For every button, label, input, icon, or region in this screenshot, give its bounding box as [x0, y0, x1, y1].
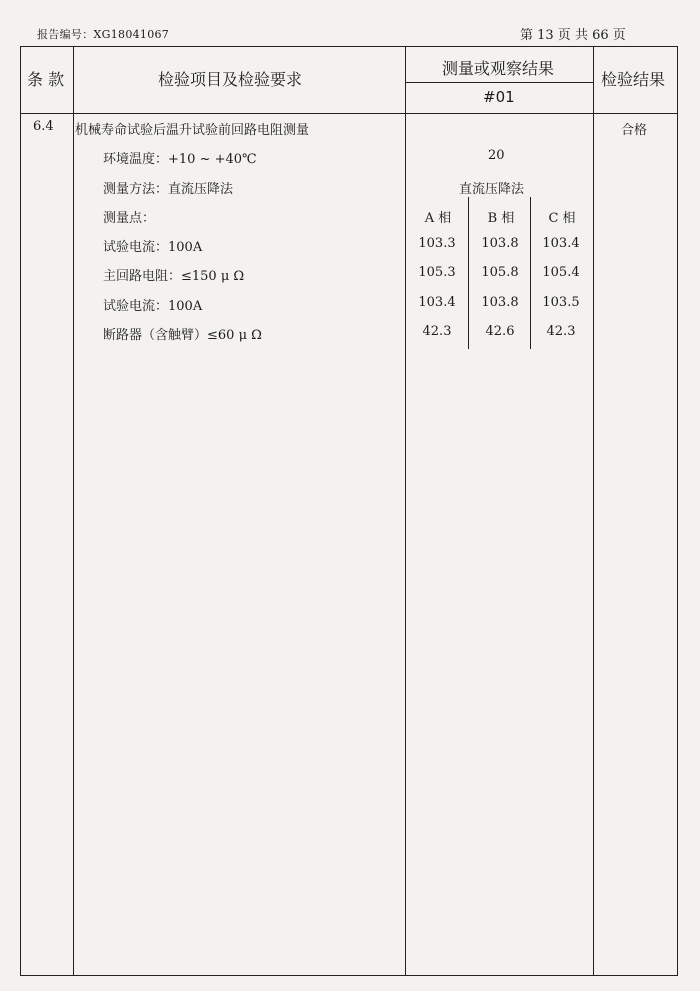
- inspection-table: [20, 46, 678, 976]
- value-c: 103.5: [542, 295, 580, 310]
- value-b: 42.6: [485, 324, 515, 339]
- phase-b-header: B 相: [487, 211, 515, 226]
- header-sample: #01: [483, 88, 515, 106]
- row-label: 试验电流：100A: [103, 240, 203, 255]
- method-value: 直流压降法: [459, 182, 525, 197]
- phase-a-header: A 相: [424, 211, 452, 226]
- ambient-value: 20: [488, 148, 505, 163]
- method-label: 测量方法：直流压降法: [103, 182, 234, 197]
- ambient-label: 环境温度：+10 ~ +40℃: [103, 152, 257, 167]
- value-c: 105.4: [542, 265, 580, 280]
- value-a: 103.4: [418, 295, 456, 310]
- header-result: 检验结果: [601, 70, 666, 89]
- col-divider: [73, 47, 74, 975]
- row-label: 主回路电阻：≤150 μ Ω: [103, 269, 245, 284]
- header-item: 检验项目及检验要求: [158, 70, 303, 89]
- header-clause: 条 款: [27, 70, 65, 89]
- clause-number: 6.4: [33, 119, 54, 134]
- report-number: 报告编号：XG18041067: [37, 28, 170, 41]
- header-measure: 测量或观察结果: [442, 59, 555, 78]
- page-indicator: 第 13 页 共 66 页: [520, 28, 626, 43]
- phase-separator: [468, 197, 469, 349]
- value-a: 103.3: [418, 236, 456, 251]
- col-divider: [405, 47, 406, 975]
- phase-c-header: C 相: [548, 211, 576, 226]
- value-b: 103.8: [481, 236, 519, 251]
- value-c: 42.3: [546, 324, 576, 339]
- points-label: 测量点：: [103, 211, 156, 226]
- value-a: 105.3: [418, 265, 456, 280]
- header-divider: [405, 82, 593, 83]
- value-a: 42.3: [422, 324, 452, 339]
- col-divider: [593, 47, 594, 975]
- row-label: 试验电流：100A: [103, 299, 203, 314]
- clause-result: 合格: [621, 123, 648, 138]
- header-bottom-line: [21, 113, 677, 114]
- value-b: 103.8: [481, 295, 519, 310]
- row-label: 断路器（含触臂）≤60 μ Ω: [103, 328, 262, 343]
- value-c: 103.4: [542, 236, 580, 251]
- value-b: 105.8: [481, 265, 519, 280]
- clause-title: 机械寿命试验后温升试验前回路电阻测量: [75, 123, 310, 138]
